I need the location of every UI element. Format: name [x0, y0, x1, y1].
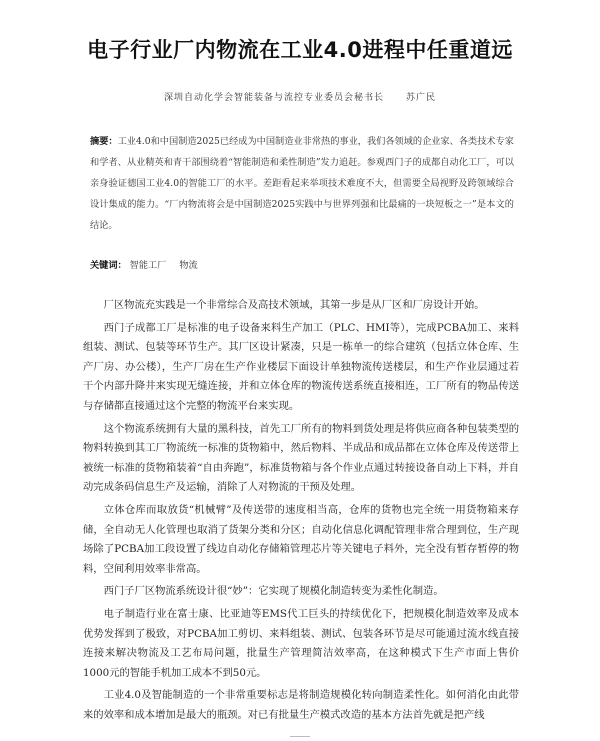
abstract-label: 摘要： — [90, 136, 118, 147]
body-paragraph: 工业4.0及智能制造的一个非常重要标志是将制造规模化转向制造柔性化。如何消化由此带来的效率和成本增加是最大的瓶颈。对已有批量生产模式改造的基本方法首先就是把产线 — [83, 689, 519, 721]
abstract — [90, 131, 514, 236]
author-line — [0, 90, 600, 103]
keyword-item: 智能工厂 — [129, 260, 167, 271]
body-paragraph: 西门子厂区物流系统设计很“妙”：它实现了规模化制造转变为柔性化制造。 — [103, 585, 444, 598]
body-paragraph: 厂区物流充实践是一个非常综合及高技术领域，其第一步是从厂区和厂房设计开始。 — [103, 299, 485, 311]
body-paragraph: 这个物流系统拥有大量的黑科技，首先工厂所有的物料到货处理是将供应商各种包装类型的物料转换到其工厂物流统一标准的货物箱中，然后物料、半成品和成品都在立体仓库及传送带上被统一标准的货物箱装着“自由奔跑”，标准货物箱与各个作业点通过转接设备自动上下料，并自动完成条码信息生产及运输，消除了人对物流的干预及处理。 — [83, 422, 519, 494]
body-paragraph: 立体仓库而取放货“机械臂”及传送带的速度相当高，仓库的货物也完全统一用货物箱来存储，全自动无人化管理也取消了货架分类和分区；自动化信息化调配管理非常合理到位，生产现场除了PCBA加工段设置了线边自动化存储箱管理芯片等关键电子料外，完全没有暂存暂停的物料，空间利用效率非常高。 — [83, 503, 519, 575]
body-paragraph: 西门子成都工厂是标准的电子设备来料生产加工（PLC、HMI等），完成PCBA加工、来料组装、测试、包装等环节生产。其厂区设计紧凑，只是一栋单一的综合建筑（包括立体仓库、生产厂房、办公楼），生产厂房在生产作业楼层下面设计单独物流传送楼层，和生产作业层通过若干个内部升降井来实现无缝连接，并和立体仓库的物流传送系统直接相连，工厂所有的物品传送与存储都直接通过这个完整的物流平台来实现。 — [83, 321, 519, 412]
page-footer-rule — [290, 736, 310, 741]
author-affiliation: 深圳自动化学会智能装备与流控专业委员会秘书长 — [163, 93, 384, 103]
keyword-item: 物流 — [179, 260, 198, 271]
body-paragraph: 电子制造行业在富士康、比亚迪等EMS代工巨头的持续优化下，把规模化制造效率及成本优势发挥到了极致，对PCBA加工剪切、来料组装、测试、包装各环节是尽可能通过流水线直接连接来解决物流及工艺布局问题，批量生产管理简洁效率高，在这种模式下生产市面上售价1000元的智能手机加工成本不到50元。 — [83, 607, 519, 679]
abstract-text: 工业4.0和中国制造2025已经成为中国制造业非常热的事业，我们各领域的企业家、各类技术专家和学者、从业精英和青干部围绕着“智能制造和柔性制造”发力追赶。参观西门子的成都自动化工厂，可以亲身验证德国工业4.0的智能工厂的水平。差距看起来举项技术难度不大，但需要全局视野及跨领域综合设计集成的能力。“厂内物流将会是中国制造2025实践中与世界列强和比最痛的一块短板之一”是本文的结论。 — [90, 136, 514, 231]
article-body — [83, 296, 519, 730]
keywords — [90, 257, 514, 271]
author-name: 苏广民 — [406, 93, 437, 103]
keywords-label: 关键词： — [90, 260, 127, 271]
article-title: 电子行业厂内物流在工业4.0进程中任重道远 — [87, 38, 513, 62]
